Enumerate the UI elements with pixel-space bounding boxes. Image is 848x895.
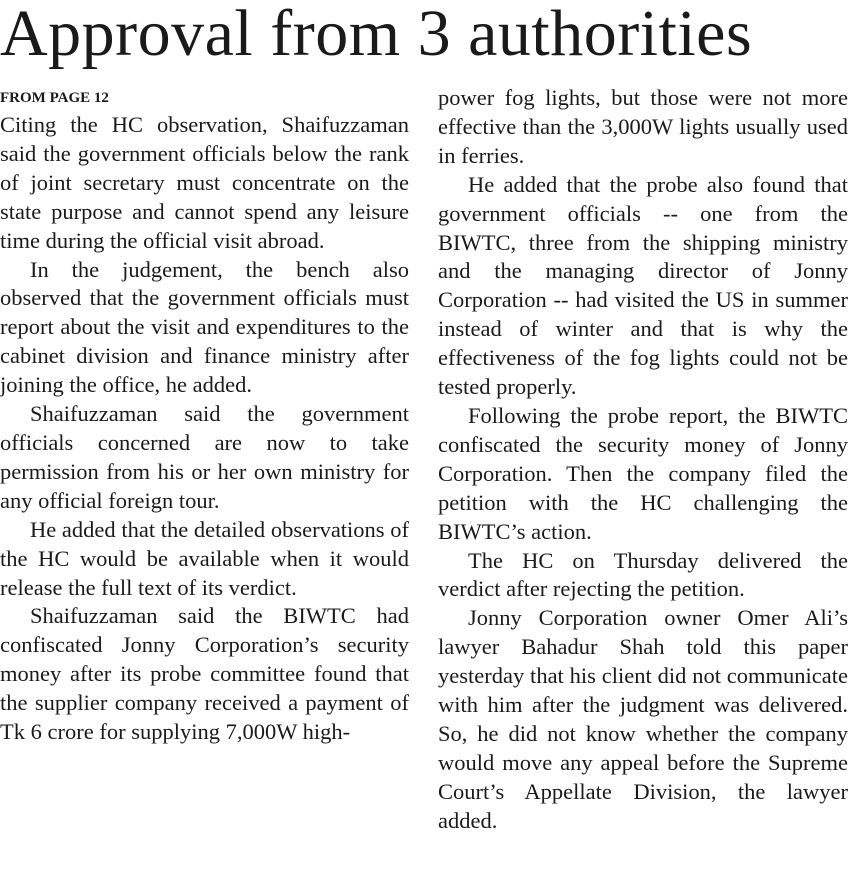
paragraph: He added that the detailed observations of the HC would be available when it would release the full text of its verdict. — [0, 516, 409, 600]
paragraph: He added that the probe also found that government officials -- one from the BIWTC, three from the shipping ministry and the managing director of Jonny Corporation -- had visited the US in summer instead of winter and that is why the effectiveness of the fog lights could not be tested properly. — [438, 171, 848, 400]
paragraph: In the judgement, the bench also observed that the government officials must report about the visit and expenditures to the cabinet division and finance ministry after joining the office, he added. — [0, 256, 409, 398]
paragraph: Citing the HC observation, Shaifuzzaman said the government officials below the rank of joint secretary must concentrate on the state purpose and cannot spend any leisure time during the official visit abroad. — [0, 112, 409, 253]
headline: Approval from 3 authorities — [0, 0, 753, 70]
article-column-right — [438, 84, 848, 892]
continued-from-label: FROM PAGE 12 — [0, 90, 109, 106]
paragraph: power fog lights, but those were not more effective than the 3,000W lights usually used in ferries. — [438, 85, 848, 168]
paragraph: Shaifuzzaman said the BIWTC had confiscated Jonny Corporation’s security money after its probe committee found that the supplier company received a payment of Tk 6 crore for supplying 7,000W high- — [0, 603, 409, 745]
paragraph: Following the probe report, the BIWTC confiscated the security money of Jonny Corporation. Then the company filed the petition with the HC challenging the BIWTC’s action. — [438, 402, 848, 544]
paragraph: Jonny Corporation owner Omer Ali’s lawyer Bahadur Shah told this paper yesterday that his client did not communicate with him after the judgment was delivered. So, he did not know whether the company would move any appeal before the Supreme Court’s Appellate Division, the lawyer added. — [438, 605, 848, 833]
paragraph: Shaifuzzaman said the government officials concerned are now to take permission from his or her own ministry for any official foreign tour. — [0, 401, 409, 513]
article-column-left — [0, 111, 409, 891]
paragraph: The HC on Thursday delivered the verdict after rejecting the petition. — [438, 547, 848, 602]
